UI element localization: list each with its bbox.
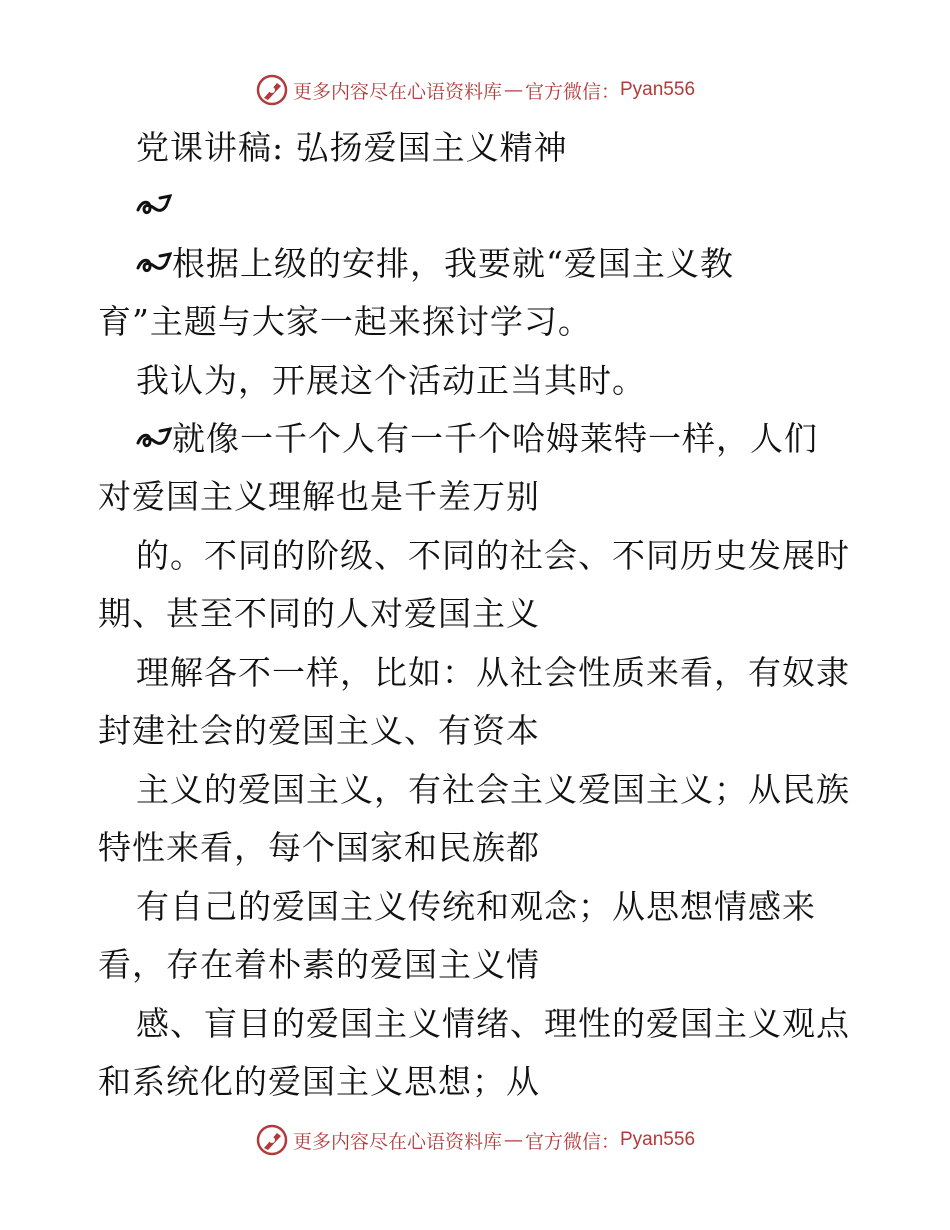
banner-wechat-label: 官方微信： [524, 1130, 620, 1153]
body-line-6 [136, 536, 850, 576]
line-text: 对爱国主义理解也是千差万别 [98, 477, 540, 516]
body-line-10 [136, 770, 850, 810]
pen-logo-icon [255, 1123, 289, 1157]
body-line-12 [136, 887, 816, 927]
body-line-1 [136, 244, 734, 284]
body-line-11 [98, 828, 540, 868]
ornament-line [136, 186, 172, 226]
banner-text: 更多内容尽在心语资料库 [292, 80, 502, 103]
banner-wechat-id: Pyan556 [620, 1129, 696, 1150]
line-text: 感、盲目的爱国主义情绪、理性的爱国主义观点 [136, 1004, 850, 1043]
body-line-2 [98, 302, 592, 342]
banner-wechat-id: Pyan556 [620, 79, 696, 100]
body-line-15 [98, 1062, 540, 1102]
swash-ornament-icon [136, 192, 172, 220]
line-text: 主义的爱国主义，有社会主义爱国主义；从民族 [136, 770, 850, 809]
banner-dash: — [503, 79, 523, 101]
line-text: 特性来看，每个国家和民族都 [98, 828, 540, 867]
line-text: 根据上级的安排，我要就“爱国主义教 [172, 244, 734, 283]
banner-dash: — [503, 1129, 523, 1151]
line-text: 有自己的爱国主义传统和观念；从思想情感来 [136, 887, 816, 926]
footer-banner [0, 1120, 950, 1160]
body-line-14 [136, 1004, 850, 1044]
line-text: 就像一千个人有一千个哈姆莱特一样，人们 [172, 419, 818, 458]
body-line-8 [136, 653, 850, 693]
body-line-7 [98, 594, 540, 634]
body-line-13 [98, 945, 540, 985]
line-text: 和系统化的爱国主义思想；从 [98, 1062, 540, 1101]
line-text: 封建社会的爱国主义、有资本 [98, 711, 540, 750]
document-title-text: 党课讲稿: 弘扬爱国主义精神 [136, 128, 568, 167]
line-text: 我认为，开展这个活动正当其时。 [136, 361, 646, 400]
pen-logo-icon [255, 73, 289, 107]
banner-wechat-label: 官方微信： [524, 80, 620, 103]
body-line-5 [98, 477, 540, 517]
header-banner [0, 70, 950, 110]
body-line-4 [136, 419, 818, 459]
swash-ornament-icon [136, 250, 172, 278]
line-text: 理解各不一样，比如：从社会性质来看，有奴隶 [136, 653, 850, 692]
line-text: 看，存在着朴素的爱国主义情 [98, 945, 540, 984]
body-line-3 [136, 361, 646, 401]
line-text: 的。不同的阶级、不同的社会、不同历史发展时 [136, 536, 850, 575]
banner-text: 更多内容尽在心语资料库 [292, 1130, 502, 1153]
swash-ornament-icon [136, 425, 172, 453]
line-text: 期、甚至不同的人对爱国主义 [98, 594, 540, 633]
line-text: 育”主题与大家一起来探讨学习。 [98, 302, 592, 341]
document-title [136, 128, 568, 168]
body-line-9 [98, 711, 540, 751]
